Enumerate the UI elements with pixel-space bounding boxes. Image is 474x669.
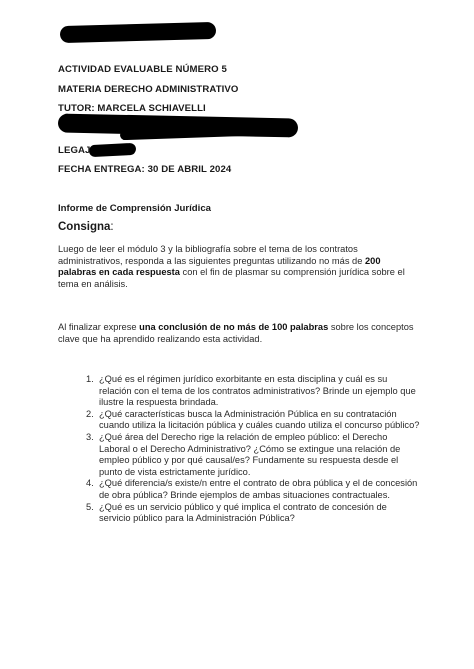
question-number: 2. [86, 408, 94, 419]
question-text: ¿Qué características busca la Administración Pública en su contratación cuando utiliza la licitación pública y cuáles cuando utiliza el concurso público? [99, 408, 420, 431]
question-number: 1. [86, 374, 94, 384]
conclusion-word-limit: una conclusión de no más de 100 palabras [139, 322, 329, 332]
instructions-text-a: Luego de leer el módulo 3 y la bibliografía sobre el tema de los contratos administrativos, responda a las siguientes preguntas utilizando no más de [58, 244, 365, 266]
question-text: ¿Qué es el régimen jurídico exorbitante en esta disciplina y cuál es su relación con el tema de los contratos administrativos? Brinde un ejemplo que ilustre la respuesta brindada. [99, 374, 416, 408]
question-text: ¿Qué diferencia/s existe/n entre el contrato de obra pública y el de concesión de obra pública? Brinde ejemplos de ambas situaciones contractuales. [99, 478, 418, 500]
questions-list [86, 374, 420, 525]
instructions-paragraph [58, 244, 420, 290]
question-number: 3. [86, 431, 94, 442]
conclusion-text-b: sobre los conceptos clave que ha aprendido realizando esta actividad. [58, 322, 414, 344]
consigna-heading [58, 221, 114, 233]
question-item [86, 374, 420, 409]
question-item [86, 409, 420, 432]
consigna-heading-text: Consigna [58, 221, 111, 233]
tutor-line: TUTOR: MARCELA SCHIAVELLI [58, 103, 206, 114]
conclusion-paragraph [58, 322, 420, 345]
instructions-text-b: con el fin de plasmar su comprensión jurídica sobre el tema en análisis. [58, 267, 405, 289]
redaction-legajo-number [89, 143, 137, 157]
due-date-line: FECHA ENTREGA: 30 DE ABRIL 2024 [58, 164, 232, 175]
question-item [86, 432, 420, 478]
question-item [86, 478, 420, 501]
redaction-name [60, 22, 216, 43]
conclusion-text-a: Al finalizar exprese [58, 322, 140, 332]
consigna-colon: : [110, 221, 114, 233]
question-number: 4. [86, 478, 94, 489]
instructions-word-limit: 200 palabras en cada respuesta [58, 255, 381, 278]
legajo-line: LEGAJ [58, 145, 91, 156]
activity-title: ACTIVIDAD EVALUABLE NÚMERO 5 [58, 64, 227, 75]
question-item [86, 502, 420, 525]
question-text: ¿Qué área del Derecho rige la relación de empleo público: el Derecho Laboral o el Derecho Administrativo? ¿Cómo se extingue una relación de empleo público y por qué causal/es? Fundamente su respuesta desde el punto de vista estrictamente jurídico. [99, 431, 401, 477]
question-number: 5. [86, 501, 94, 512]
question-text: ¿Qué es un servicio público y qué implica el contrato de concesión de servicio público para la Administración Pública? [99, 501, 387, 524]
report-title: Informe de Comprensión Jurídica [58, 203, 211, 214]
subject-line: MATERIA DERECHO ADMINISTRATIVO [58, 84, 239, 95]
